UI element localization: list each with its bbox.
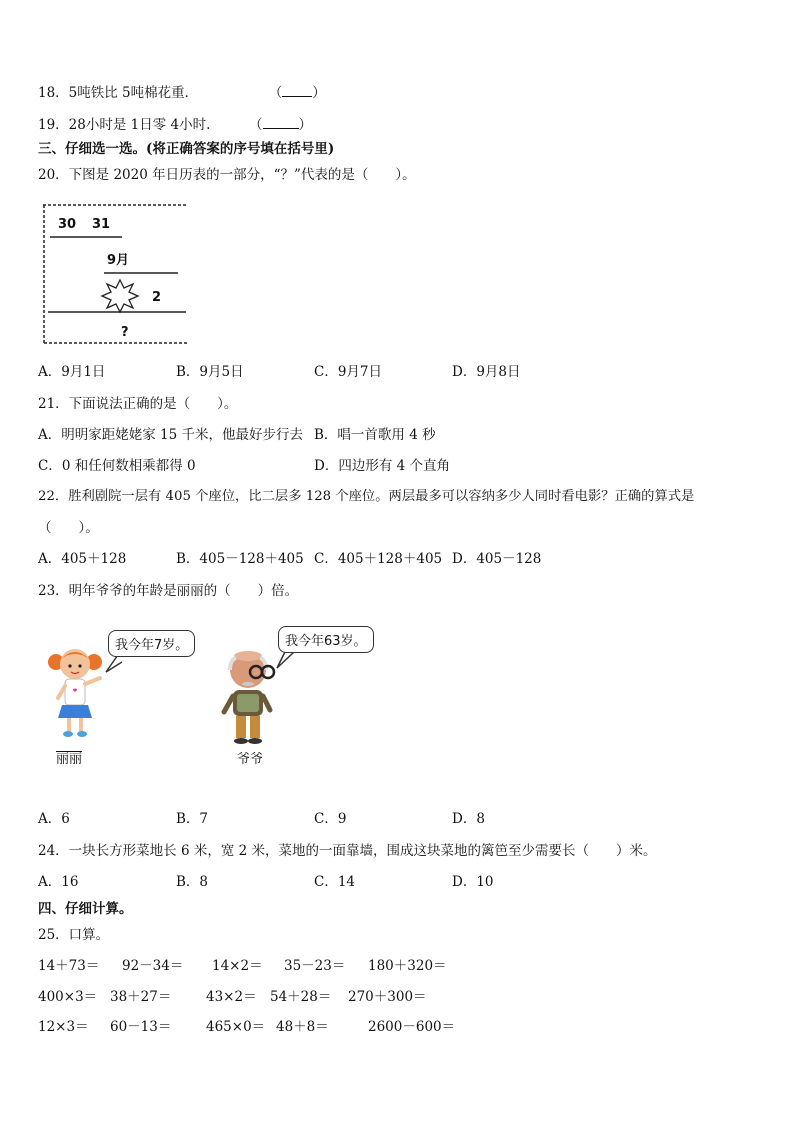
calc-item: 35－23＝ xyxy=(284,958,346,974)
option-b[interactable]: B．8 xyxy=(176,874,209,890)
question-21-text: 21．下面说法正确的是（ ）。 xyxy=(38,396,238,412)
answer-paren-open: （ xyxy=(268,85,283,101)
calc-item: 465×0＝ xyxy=(206,1019,266,1035)
calendar-day-2: 2 xyxy=(152,290,162,305)
option-a[interactable]: A．6 xyxy=(38,811,70,827)
question-19-text: 19．28小时是 1日零 4小时. xyxy=(38,117,211,133)
calc-item: 60－13＝ xyxy=(110,1019,172,1035)
calendar-day-30: 30 xyxy=(58,217,77,232)
question-22-text-cont: （ ）。 xyxy=(38,520,99,536)
calc-item: 48＋8＝ xyxy=(276,1019,329,1035)
answer-paren-close: ） xyxy=(312,85,326,101)
option-a[interactable]: A．16 xyxy=(38,874,79,890)
calc-item: 92－34＝ xyxy=(122,958,184,974)
calc-item: 180＋320＝ xyxy=(368,958,447,974)
question-20-text: 20．下图是 2020 年日历表的一部分，“？”代表的是（ ）。 xyxy=(38,167,416,183)
calc-item: 38＋27＝ xyxy=(110,989,172,1005)
section-3-heading: 三、仔细选一选。(将正确答案的序号填在括号里) xyxy=(38,141,335,157)
option-c[interactable]: C．405＋128＋405 xyxy=(314,551,443,567)
calendar-unknown: ? xyxy=(121,325,129,340)
grandpa-illustration xyxy=(216,650,281,750)
calc-item: 270＋300＝ xyxy=(348,989,427,1005)
question-22-text: 22．胜利剧院一层有 405 个座位，比二层多 128 个座位。两层最多可以容纳多少人同时看电影？正确的算式是 xyxy=(38,489,695,504)
option-c[interactable]: C．9月7日 xyxy=(314,364,383,380)
calc-item: 43×2＝ xyxy=(206,989,257,1005)
answer-blank[interactable] xyxy=(282,82,312,97)
option-b[interactable]: B．405－128＋405 xyxy=(176,551,304,567)
girl-name-label: 丽丽 xyxy=(56,752,83,767)
option-a[interactable]: A．9月1日 xyxy=(38,364,106,380)
calc-item: 54＋28＝ xyxy=(270,989,332,1005)
question-18 xyxy=(38,82,326,102)
calc-item: 14＋73＝ xyxy=(38,958,100,974)
option-d[interactable]: D．10 xyxy=(452,874,494,890)
answer-blank[interactable] xyxy=(263,114,299,129)
option-d[interactable]: D．8 xyxy=(452,811,485,827)
calendar-day-31: 31 xyxy=(92,217,111,232)
grandpa-name-label: 爷爷 xyxy=(237,752,264,767)
question-19 xyxy=(38,114,312,134)
answer-paren-open: （ xyxy=(249,117,263,133)
answer-paren-close: ） xyxy=(298,117,313,133)
calendar-month: 9月 xyxy=(107,253,130,268)
question-23-text: 23．明年爷爷的年龄是丽丽的（ ）倍。 xyxy=(38,583,299,599)
ink-blot-icon xyxy=(102,280,138,312)
question-18-text: 18．5吨铁比 5吨棉花重． xyxy=(38,85,199,101)
calc-item: 400×3＝ xyxy=(38,989,98,1005)
calc-item: 12×3＝ xyxy=(38,1019,89,1035)
option-c[interactable]: C．0 和任何数相乘都得 0 xyxy=(38,458,196,474)
question-25-text: 25．口算。 xyxy=(38,927,110,943)
calc-item: 14×2＝ xyxy=(212,958,263,974)
option-d[interactable]: D．405－128 xyxy=(452,551,542,567)
option-b[interactable]: B．唱一首歌用 4 秒 xyxy=(314,427,436,443)
calc-item: 2600－600＝ xyxy=(368,1019,456,1035)
question-24-text: 24．一块长方形菜地长 6 米，宽 2 米，菜地的一面靠墙，围成这块菜地的篱笆至少需要长（ ）米。 xyxy=(38,843,657,859)
section-4-heading: 四、仔细计算。 xyxy=(38,901,133,917)
option-b[interactable]: B．7 xyxy=(176,811,209,827)
option-b[interactable]: B．9月5日 xyxy=(176,364,244,380)
option-a[interactable]: A．405＋128 xyxy=(38,551,127,567)
grandpa-speech-bubble: 我今年63岁。 xyxy=(278,626,374,653)
option-d[interactable]: D．9月8日 xyxy=(452,364,521,380)
option-c[interactable]: C．14 xyxy=(314,874,356,890)
option-a[interactable]: A．明明家距姥姥家 15 千米，他最好步行去 xyxy=(38,427,304,443)
option-d[interactable]: D．四边形有 4 个直角 xyxy=(314,458,450,474)
girl-speech-bubble: 我今年7岁。 xyxy=(108,630,195,657)
option-c[interactable]: C．9 xyxy=(314,811,347,827)
